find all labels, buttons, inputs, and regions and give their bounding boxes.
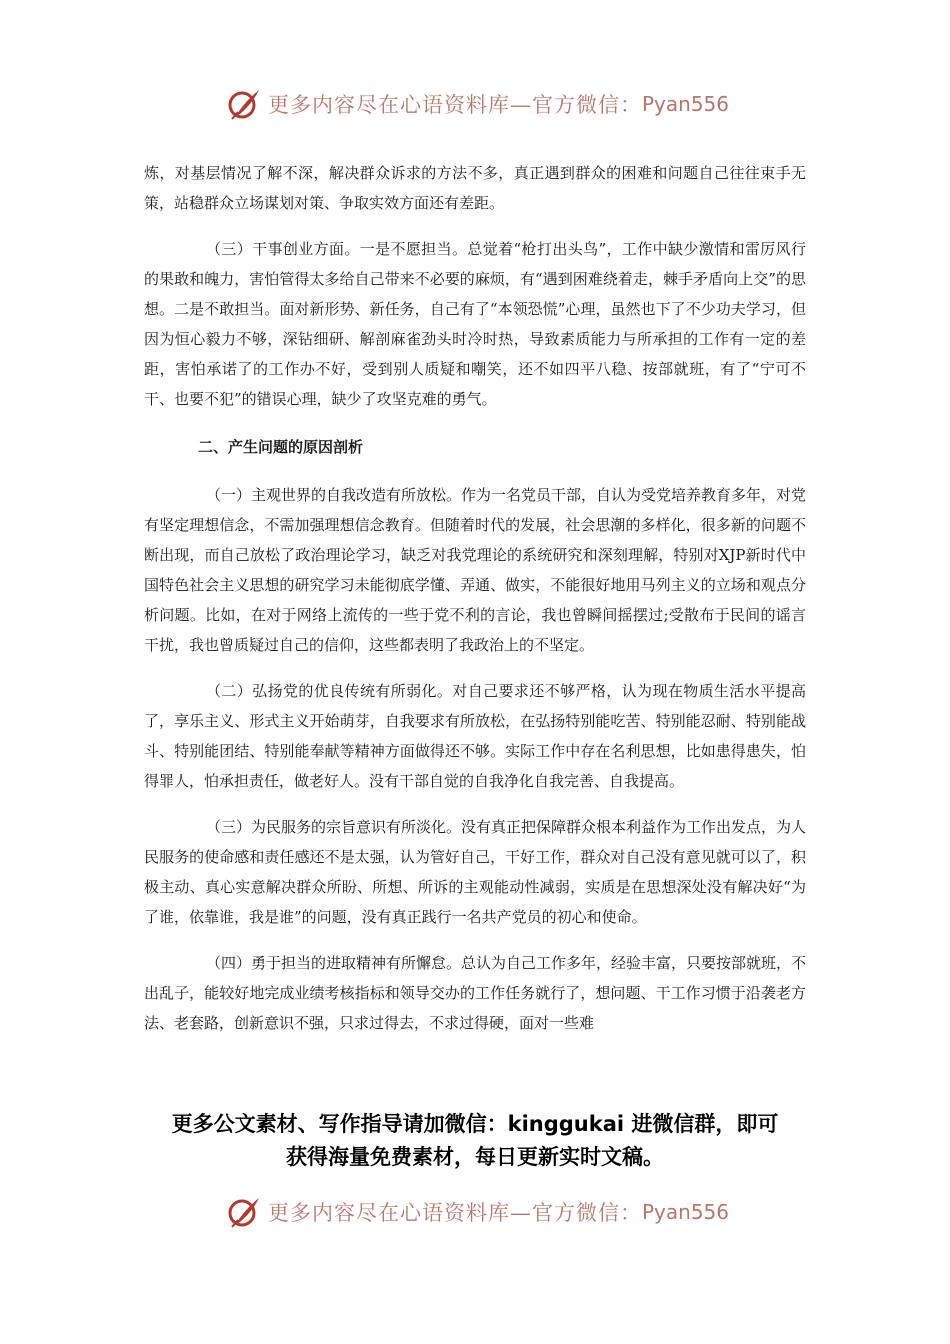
document-body (144, 158, 806, 1038)
promo-notice (0, 1108, 950, 1174)
header-banner (0, 82, 950, 126)
promo-line-2: 获得海量免费素材，每日更新实时文稿。 (286, 1145, 664, 1169)
quill-logo-icon (226, 86, 262, 122)
banner-text: 更多内容尽在心语资料库—官方微信： (268, 93, 642, 117)
cause-paragraph-3: （三）为民服务的宗旨意识有所淡化。没有真正把保障群众根本利益作为工作出发点，为人民服务的使命感和责任感还不是太强，认为管好自己，干好工作，群众对自己没有意见就可以了，积极主动、真心实意解决群众所盼、所想、所诉的主观能动性减弱，实质是在思想深处没有解决好“为了谁，依靠谁，我是谁”的问题，没有真正践行一名共产党员的初心和使命。 (144, 818, 807, 926)
cause-paragraph-2: （二）弘扬党的优良传统有所弱化。对自己要求还不够严格，认为现在物质生活水平提高了，享乐主义、形式主义开始萌芽，自我要求有所放松，在弘扬特别能吃苦、特别能忍耐、特别能战斗、特别能团结、特别能奉献等精神方面做得还不够。实际工作中存在名利思想，比如患得患失，怕得罪人，怕承担责任，做老好人。没有干部自觉的自我净化自我完善、自我提高。 (144, 682, 806, 790)
footer-banner (0, 1190, 950, 1234)
banner-text: 更多内容尽在心语资料库—官方微信： (268, 1201, 642, 1225)
banner-wechat-id: Pyan556 (642, 92, 730, 116)
banner-wechat-id: Pyan556 (642, 1200, 730, 1224)
continuation-paragraph: 炼，对基层情况了解不深，解决群众诉求的方法不多，真正遇到群众的困难和问题自己往往束手无策，站稳群众立场谋划对策、争取实效方面还有差距。 (144, 164, 806, 212)
cause-paragraph-1: （一）主观世界的自我改造有所放松。作为一名党员干部，自认为受党培养教育多年，对党有坚定理想信念，不需加强理想信念教育。但随着时代的发展，社会思潮的多样化，很多新的问题不断出现，而自己放松了政治理论学习，缺乏对我党理论的系统研究和深刻理解，特别对XJP新时代中国特色社会主义思想的研究学习未能彻底学懂、弄通、做实，不能很好地用马列主义的立场和观点分析问题。比如，在对于网络上流传的一些于党不利的言论，我也曾瞬间摇摆过;受散布于民间的谣言干扰，我也曾质疑过自己的信仰，这些都表明了我政治上的不坚定。 (144, 486, 807, 654)
quill-logo-icon (226, 1194, 262, 1230)
section-heading: 二、产生问题的原因剖析 (198, 438, 364, 456)
promo-line-1: 更多公文素材、写作指导请加微信：kinggukai 进微信群，即可 (171, 1112, 779, 1136)
cause-paragraph-4: （四）勇于担当的进取精神有所懈怠。总认为自己工作多年，经验丰富，只要按部就班，不出乱子，能较好地完成业绩考核指标和领导交办的工作任务就行了，想问题、干工作习惯于沿袭老方法、老套路，创新意识不强，只求过得去，不求过得硬，面对一些难 (144, 954, 807, 1032)
entrepreneurship-paragraph: （三）干事创业方面。一是不愿担当。总觉着“枪打出头鸟”，工作中缺少激情和雷厉风行的果敢和魄力，害怕管得太多给自己带来不必要的麻烦，有“遇到困难绕着走，棘手矛盾向上交”的思想。二是不敢担当。面对新形势、新任务，自己有了“本领恐慌”心理，虽然也下了不少功夫学习，但因为恒心毅力不够，深钻细研、解剖麻雀劲头时冷时热，导致素质能力与所承担的工作有一定的差距，害怕承诺了的工作办不好，受到别人质疑和嘲笑，还不如四平八稳、按部就班，有了“宁可不干、也要不犯”的错误心理，缺少了攻坚克难的勇气。 (144, 240, 806, 408)
